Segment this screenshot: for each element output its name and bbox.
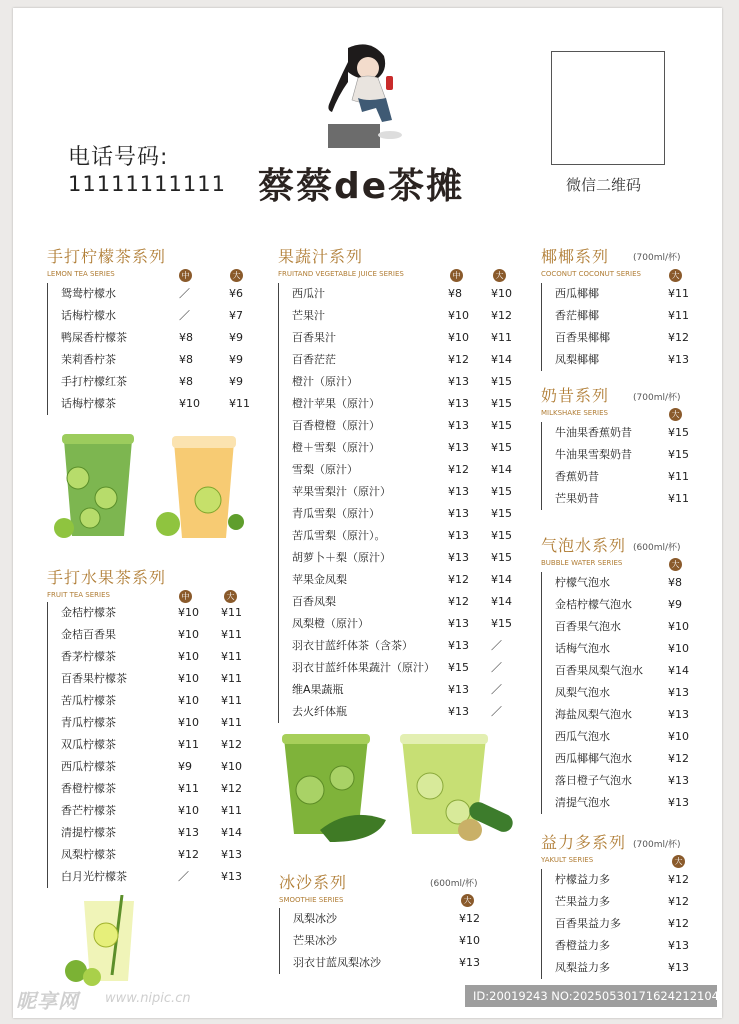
price-medium: ¥10 (178, 606, 199, 619)
price-large: ¥9 (229, 353, 243, 366)
menu-item-row (48, 712, 268, 734)
menu-item-row (279, 679, 519, 701)
price-large: ¥11 (221, 650, 242, 663)
item-name: 鸭屎香柠檬茶 (61, 331, 127, 344)
menu-item-row (542, 422, 702, 444)
item-name: 清提柠檬茶 (61, 826, 116, 839)
item-name: 金桔柠檬气泡水 (555, 598, 632, 611)
item-name: 香橙柠檬茶 (61, 782, 116, 795)
section-subtitle: FRUITAND VEGETABLE JUICE SERIES (278, 270, 404, 278)
price-medium: ¥11 (178, 782, 199, 795)
fruit-tea-list (47, 602, 268, 888)
section-subtitle: COCONUT COCONUT SERIES (541, 270, 641, 278)
item-name: 茉莉香柠茶 (61, 353, 116, 366)
price-large: ¥9 (668, 598, 682, 611)
section-subtitle: MILKSHAKE SERIES (541, 409, 608, 417)
price-large: ¥11 (668, 470, 689, 483)
price-large: ¥11 (221, 804, 242, 817)
menu-item-row (48, 624, 268, 646)
watermark-id: ID:20019243 NO:20250530171624212104 (465, 985, 717, 1007)
item-name: 落日橙子气泡水 (555, 774, 632, 787)
large-size-badge: 大 (230, 269, 243, 282)
menu-item-row (542, 616, 702, 638)
section-title: 气泡水系列 (541, 536, 627, 555)
price-large: ¥7 (229, 309, 243, 322)
menu-item-row (279, 613, 519, 635)
large-size-badge: 大 (669, 558, 682, 571)
price-large: ¥15 (491, 419, 512, 432)
item-name: 芒果汁 (292, 309, 325, 322)
price-large: ¥13 (668, 961, 689, 974)
price-large: ¥11 (221, 628, 242, 641)
item-name: 芒果冰沙 (293, 934, 337, 947)
coconut-list (541, 283, 702, 371)
section-subtitle: SMOOTHIE SERIES (279, 896, 344, 904)
menu-item-row (48, 371, 268, 393)
price-medium: ¥13 (448, 639, 469, 652)
menu-item-row (542, 444, 702, 466)
menu-item-row (542, 748, 702, 770)
menu-item-row (279, 459, 519, 481)
item-name: 西瓜汁 (292, 287, 325, 300)
item-name: 牛油果香蕉奶昔 (555, 426, 632, 439)
menu-item-row (542, 572, 702, 594)
price-large: ¥6 (229, 287, 243, 300)
price-large: ¥12 (668, 895, 689, 908)
menu-item-row (279, 437, 519, 459)
price-large: ¥11 (229, 397, 250, 410)
menu-item-row (279, 371, 519, 393)
section-size: (600ml/杯) (430, 879, 478, 889)
price-large: ¥12 (459, 912, 480, 925)
price-large: ¥10 (668, 620, 689, 633)
price-large: ¥14 (491, 595, 512, 608)
section-size: (600ml/杯) (633, 543, 681, 553)
item-name: 凤梨柠檬茶 (61, 848, 116, 861)
price-large: ¥13 (668, 708, 689, 721)
price-large: ¥15 (491, 375, 512, 388)
price-medium: ¥10 (178, 694, 199, 707)
price-large: ¥13 (668, 686, 689, 699)
item-name: 去火纤体瓶 (292, 705, 347, 718)
item-name: 双瓜柠檬茶 (61, 738, 116, 751)
price-medium: ¥12 (448, 595, 469, 608)
price-large: ¥10 (459, 934, 480, 947)
menu-item-row (48, 844, 268, 866)
item-name: 凤梨橙（原汁） (292, 617, 369, 630)
price-large: ¥11 (668, 309, 689, 322)
section-subtitle: FRUIT TEA SERIES (47, 591, 110, 599)
menu-item-row (542, 305, 702, 327)
large-size-badge: 大 (461, 894, 474, 907)
item-name: 西瓜椰椰 (555, 287, 599, 300)
price-medium: ¥10 (448, 331, 469, 344)
item-name: 西瓜椰椰气泡水 (555, 752, 632, 765)
menu-item-row (48, 756, 268, 778)
girl-illustration (318, 40, 418, 150)
shop-name: 蔡蔡de茶摊 (258, 166, 465, 207)
price-medium: ¥13 (448, 705, 469, 718)
price-large: ¥12 (221, 782, 242, 795)
item-name: 芒果奶昔 (555, 492, 599, 505)
price-large: ¥11 (221, 694, 242, 707)
menu-item-row (48, 668, 268, 690)
price-medium: ¥8 (179, 353, 193, 366)
item-name: 百香果柠檬茶 (61, 672, 127, 685)
mid-size-badge: 中 (179, 590, 192, 603)
menu-item-row (279, 503, 519, 525)
section-subtitle: YAKULT SERIES (541, 856, 594, 864)
item-name: 白月光柠檬茶 (61, 870, 127, 883)
mid-size-badge: 中 (179, 269, 192, 282)
menu-item-row (279, 547, 519, 569)
watermark-logo: 昵享网 (16, 989, 79, 1013)
price-medium: ／ (179, 287, 190, 300)
price-large: ¥15 (491, 485, 512, 498)
price-large: ¥12 (221, 738, 242, 751)
item-name: 牛油果雪梨奶昔 (555, 448, 632, 461)
price-large: ¥11 (221, 716, 242, 729)
price-large: ¥14 (491, 573, 512, 586)
price-large: ／ (491, 683, 502, 696)
item-name: 百香果汁 (292, 331, 336, 344)
menu-item-row (542, 682, 702, 704)
item-name: 百香果凤梨气泡水 (555, 664, 643, 677)
menu-item-row (280, 952, 500, 974)
item-name: 金桔百香果 (61, 628, 116, 641)
item-name: 百香橙橙（原汁） (292, 419, 380, 432)
price-large: ¥13 (668, 774, 689, 787)
price-large: ¥12 (668, 752, 689, 765)
item-name: 苹果雪梨汁（原汁） (292, 485, 391, 498)
section-title: 椰椰系列 (541, 247, 610, 266)
section-title: 冰沙系列 (279, 873, 348, 892)
menu-item-row (542, 770, 702, 792)
juice-list (278, 283, 519, 723)
item-name: 西瓜气泡水 (555, 730, 610, 743)
item-name: 金桔柠檬茶 (61, 606, 116, 619)
item-name: 凤梨益力多 (555, 961, 610, 974)
price-large: ¥13 (221, 848, 242, 861)
menu-item-row (542, 726, 702, 748)
price-large: ¥15 (491, 551, 512, 564)
menu-item-row (48, 800, 268, 822)
menu-item-row (279, 657, 519, 679)
menu-item-row (542, 638, 702, 660)
lemon-tea-section (47, 244, 166, 278)
section-title: 手打柠檬茶系列 (47, 247, 167, 266)
price-large: ¥10 (668, 730, 689, 743)
menu-item-row (48, 305, 268, 327)
menu-item-row (48, 734, 268, 756)
milkshake-section (541, 383, 609, 417)
fruit-tea-section (47, 565, 166, 599)
section-title: 果蔬汁系列 (278, 247, 364, 266)
price-large: ¥13 (668, 353, 689, 366)
price-medium: ¥10 (178, 804, 199, 817)
menu-item-row (48, 327, 268, 349)
price-large: ／ (491, 705, 502, 718)
price-large: ¥12 (491, 309, 512, 322)
price-large: ¥12 (668, 873, 689, 886)
price-medium: ¥13 (448, 507, 469, 520)
price-medium: ¥12 (448, 353, 469, 366)
price-medium: ¥12 (178, 848, 199, 861)
price-medium: ／ (179, 309, 190, 322)
menu-item-row (542, 935, 702, 957)
item-name: 胡萝卜＋梨（原汁） (292, 551, 391, 564)
item-name: 香茫椰椰 (555, 309, 599, 322)
menu-item-row (48, 866, 268, 888)
item-name: 青瓜雪梨（原汁） (292, 507, 380, 520)
section-size: (700ml/杯) (633, 840, 681, 850)
price-large: ¥15 (491, 507, 512, 520)
menu-item-row (48, 822, 268, 844)
item-name: 手打柠檬红茶 (61, 375, 127, 388)
price-medium: ¥10 (178, 628, 199, 641)
item-name: 西瓜柠檬茶 (61, 760, 116, 773)
price-medium: ¥15 (448, 661, 469, 674)
coconut-section (541, 244, 641, 278)
item-name: 香芒柠檬茶 (61, 804, 116, 817)
price-large: ¥13 (668, 796, 689, 809)
menu-item-row (542, 913, 702, 935)
price-medium: ¥10 (179, 397, 200, 410)
menu-item-row (279, 305, 519, 327)
price-medium: ¥13 (448, 617, 469, 630)
price-large: ¥15 (491, 397, 512, 410)
price-medium: ¥10 (178, 716, 199, 729)
juice-section (278, 244, 404, 278)
section-size: (700ml/杯) (633, 253, 681, 263)
menu-item-row (280, 908, 500, 930)
item-name: 维A果蔬瓶 (292, 683, 344, 696)
menu-item-row (48, 283, 268, 305)
yakult-list (541, 869, 702, 979)
item-name: 苦瓜雪梨（原汁）。 (292, 529, 386, 542)
price-large: ¥14 (221, 826, 242, 839)
item-name: 凤梨椰椰 (555, 353, 599, 366)
section-title: 奶昔系列 (541, 386, 610, 405)
price-large: ¥13 (459, 956, 480, 969)
menu-item-row (48, 646, 268, 668)
price-medium: ¥13 (178, 826, 199, 839)
price-large: ¥11 (221, 672, 242, 685)
bubble-section (541, 533, 626, 567)
price-large: ¥11 (668, 492, 689, 505)
item-name: 青瓜柠檬茶 (61, 716, 116, 729)
watermark-url: www.nipic.cn (105, 991, 191, 1006)
price-medium: ¥10 (178, 650, 199, 663)
menu-item-row (542, 594, 702, 616)
price-medium: ¥10 (448, 309, 469, 322)
item-name: 橙汁（原汁） (292, 375, 358, 388)
menu-item-row (279, 283, 519, 305)
lemon-drinks-illustration (50, 428, 250, 548)
item-name: 雪梨（原汁） (292, 463, 358, 476)
price-large: ¥10 (668, 642, 689, 655)
price-medium: ¥8 (448, 287, 462, 300)
menu-item-row (542, 660, 702, 682)
price-medium: ¥11 (178, 738, 199, 751)
item-name: 话梅柠檬茶 (61, 397, 116, 410)
phone-label: 电话号码: (68, 145, 169, 170)
phone-number: 11111111111 (68, 172, 226, 196)
price-medium: ¥13 (448, 551, 469, 564)
item-name: 凤梨冰沙 (293, 912, 337, 925)
item-name: 话梅气泡水 (555, 642, 610, 655)
price-medium: ¥8 (179, 375, 193, 388)
large-size-badge: 大 (669, 408, 682, 421)
menu-item-row (279, 481, 519, 503)
smoothie-list (279, 908, 500, 974)
menu-item-row (280, 930, 500, 952)
price-large: ¥11 (668, 287, 689, 300)
price-large: ¥15 (491, 529, 512, 542)
price-large: ¥8 (668, 576, 682, 589)
menu-item-row (279, 569, 519, 591)
smoothie-section (279, 870, 347, 904)
price-medium: ¥13 (448, 683, 469, 696)
price-large: ¥13 (668, 939, 689, 952)
yakult-section (541, 830, 626, 864)
item-name: 百香茫茫 (292, 353, 336, 366)
item-name: 羽衣甘蓝纤体果蔬汁（原汁） (292, 661, 435, 674)
price-large: ¥10 (221, 760, 242, 773)
section-subtitle: LEMON TEA SERIES (47, 270, 115, 278)
item-name: 羽衣甘蓝纤体茶（含茶） (292, 639, 413, 652)
price-medium: ¥10 (178, 672, 199, 685)
price-large: ¥11 (221, 606, 242, 619)
menu-item-row (279, 393, 519, 415)
item-name: 柠檬气泡水 (555, 576, 610, 589)
menu-item-row (542, 957, 702, 979)
item-name: 香橙益力多 (555, 939, 610, 952)
section-title: 手打水果茶系列 (47, 568, 167, 587)
item-name: 橙汁苹果（原汁） (292, 397, 380, 410)
item-name: 百香果益力多 (555, 917, 621, 930)
price-medium: ¥13 (448, 419, 469, 432)
item-name: 香蕉奶昔 (555, 470, 599, 483)
price-large: ¥15 (491, 441, 512, 454)
price-medium: ¥13 (448, 441, 469, 454)
price-large: ／ (491, 639, 502, 652)
price-large: ¥12 (668, 917, 689, 930)
item-name: 苦瓜柠檬茶 (61, 694, 116, 707)
menu-item-row (542, 488, 702, 510)
item-name: 香茅柠檬茶 (61, 650, 116, 663)
item-name: 百香果气泡水 (555, 620, 621, 633)
menu-item-row (542, 792, 702, 814)
price-large: ¥15 (668, 448, 689, 461)
price-medium: ¥8 (179, 331, 193, 344)
menu-item-row (542, 327, 702, 349)
price-large: ¥9 (229, 331, 243, 344)
item-name: 羽衣甘蓝凤梨冰沙 (293, 956, 381, 969)
price-medium: ¥9 (178, 760, 192, 773)
qr-code-label: 微信二维码 (566, 176, 642, 194)
item-name: 芒果益力多 (555, 895, 610, 908)
menu-item-row (542, 869, 702, 891)
price-medium: ¥13 (448, 485, 469, 498)
menu-item-row (542, 891, 702, 913)
item-name: 百香凤梨 (292, 595, 336, 608)
price-large: ¥9 (229, 375, 243, 388)
price-large: ¥14 (668, 664, 689, 677)
large-size-badge: 大 (669, 269, 682, 282)
large-size-badge: 大 (493, 269, 506, 282)
menu-item-row (279, 525, 519, 547)
menu-item-row (279, 701, 519, 723)
price-medium: ／ (178, 870, 189, 883)
price-large: ¥14 (491, 463, 512, 476)
item-name: 鸳鸯柠檬水 (61, 287, 116, 300)
large-size-badge: 大 (224, 590, 237, 603)
price-medium: ¥12 (448, 463, 469, 476)
menu-item-row (48, 778, 268, 800)
item-name: 苹果金凤梨 (292, 573, 347, 586)
milkshake-list (541, 422, 702, 510)
price-large: ¥12 (668, 331, 689, 344)
item-name: 柠檬益力多 (555, 873, 610, 886)
menu-item-row (48, 602, 268, 624)
price-large: ¥15 (491, 617, 512, 630)
price-large: ¥10 (491, 287, 512, 300)
section-size: (700ml/杯) (633, 393, 681, 403)
menu-item-row (542, 283, 702, 305)
item-name: 海盐凤梨气泡水 (555, 708, 632, 721)
menu-item-row (279, 415, 519, 437)
menu-item-row (279, 349, 519, 371)
item-name: 清提气泡水 (555, 796, 610, 809)
item-name: 凤梨气泡水 (555, 686, 610, 699)
menu-item-row (542, 466, 702, 488)
item-name: 话梅柠檬水 (61, 309, 116, 322)
price-medium: ¥13 (448, 375, 469, 388)
menu-item-row (542, 349, 702, 371)
menu-item-row (48, 393, 268, 415)
menu-item-row (279, 635, 519, 657)
menu-item-row (542, 704, 702, 726)
large-size-badge: 大 (672, 855, 685, 868)
qr-code-placeholder (551, 51, 665, 165)
menu-item-row (279, 327, 519, 349)
price-large: ¥14 (491, 353, 512, 366)
price-medium: ¥13 (448, 529, 469, 542)
menu-item-row (48, 349, 268, 371)
price-large: ／ (491, 661, 502, 674)
menu-item-row (48, 690, 268, 712)
green-juice-illustration (280, 730, 520, 850)
menu-item-row (279, 591, 519, 613)
price-medium: ¥13 (448, 397, 469, 410)
price-medium: ¥12 (448, 573, 469, 586)
lemon-tea-list (47, 283, 268, 415)
item-name: 橙＋雪梨（原汁） (292, 441, 380, 454)
section-title: 益力多系列 (541, 833, 627, 852)
price-large: ¥13 (221, 870, 242, 883)
section-subtitle: BUBBLE WATER SERIES (541, 559, 623, 567)
mid-size-badge: 中 (450, 269, 463, 282)
item-name: 百香果椰椰 (555, 331, 610, 344)
price-large: ¥15 (668, 426, 689, 439)
price-large: ¥11 (491, 331, 512, 344)
lemon-tea-cup-illustration (62, 895, 142, 987)
bubble-water-list (541, 572, 702, 814)
